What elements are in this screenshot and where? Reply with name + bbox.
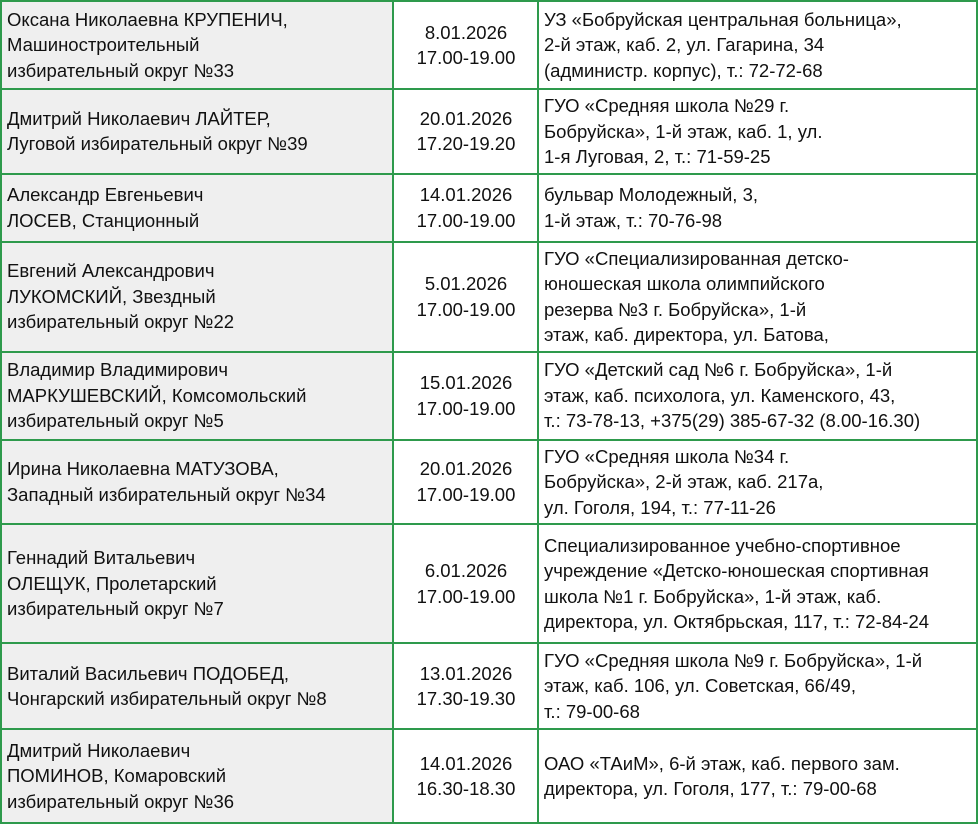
location-line: учреждение «Детско-юношеская спортивная	[544, 560, 929, 581]
location-line: ул. Гоголя, 194, т.: 77-11-26	[544, 496, 776, 518]
location-cell	[538, 174, 977, 242]
deputy-line: Геннадий Витальевич	[7, 547, 196, 569]
deputy-line: Оксана Николаевна КРУПЕНИЧ,	[7, 8, 288, 30]
reception-date: 15.01.2026	[419, 372, 513, 393]
location-line: ОАО «ТАиМ», 6-й этаж, каб. первого зам.	[544, 752, 900, 774]
location-line: юношеская школа олимпийского	[544, 273, 825, 294]
deputy-line: избирательный округ №36	[7, 790, 235, 812]
schedule-cell	[393, 242, 538, 352]
deputy-line: Луговой избирательный округ №39	[7, 133, 308, 155]
location-cell	[538, 729, 977, 823]
deputy-line: ПОМИНОВ, Комаровский	[7, 765, 227, 787]
deputy-line: избирательный округ №7	[7, 598, 224, 620]
deputy-line: Дмитрий Николаевич	[7, 739, 191, 761]
deputy-line: Евгений Александрович	[7, 260, 215, 282]
deputy-line: Машиностроительный	[7, 34, 200, 56]
reception-date: 8.01.2026	[424, 21, 508, 43]
reception-time: 16.30-18.30	[416, 778, 516, 799]
table-row	[1, 643, 977, 729]
schedule-cell	[393, 174, 538, 242]
location-line: этаж, каб. психолога, ул. Каменского, 43,	[544, 384, 896, 406]
location-line: ГУО «Средняя школа №29 г.	[544, 95, 790, 116]
deputy-line: избирательный округ №33	[7, 59, 235, 81]
location-line: УЗ «Бобруйская центральная больница»,	[544, 8, 902, 30]
reception-time: 17.30-19.30	[416, 688, 516, 709]
schedule-cell	[393, 643, 538, 729]
location-line: (администр. корпус), т.: 72-72-68	[544, 59, 823, 81]
location-cell	[538, 440, 977, 525]
location-line: Бобруйска», 2-й этаж, каб. 217а,	[544, 471, 824, 492]
reception-time: 17.00-19.00	[416, 585, 516, 607]
location-cell	[538, 524, 977, 643]
location-cell	[538, 89, 977, 174]
location-line: школа №1 г. Бобруйска», 1-й этаж, каб.	[544, 585, 882, 607]
deputy-cell	[1, 729, 393, 823]
deputy-cell	[1, 174, 393, 242]
location-cell	[538, 643, 977, 729]
location-line: директора, ул. Гоголя, 177, т.: 79-00-68	[544, 778, 877, 799]
location-cell	[538, 352, 977, 440]
location-line: директора, ул. Октябрьская, 117, т.: 72-84-24	[544, 611, 930, 632]
location-line: ГУО «Средняя школа №9 г. Бобруйска», 1-й	[544, 649, 923, 671]
deputy-line: Дмитрий Николаевич ЛАЙТЕР,	[7, 107, 271, 129]
deputy-line: Владимир Владимирович	[7, 359, 229, 381]
location-line: этаж, каб. 106, ул. Советская, 66/49,	[544, 675, 856, 697]
deputy-line: ОЛЕЩУК, Пролетарский	[7, 572, 217, 594]
location-cell	[538, 1, 977, 89]
table-row	[1, 524, 977, 643]
location-line: 2-й этаж, каб. 2, ул. Гагарина, 34	[544, 34, 825, 56]
reception-time: 17.00-19.00	[416, 483, 516, 505]
deputy-line: Западный избирательный округ №34	[7, 483, 326, 505]
reception-time: 17.00-19.00	[416, 209, 516, 231]
location-line: ГУО «Специализированная детско-	[544, 247, 849, 269]
deputy-line: ЛОСЕВ, Станционный	[7, 209, 200, 231]
deputy-cell	[1, 440, 393, 525]
table-row	[1, 729, 977, 823]
deputy-cell	[1, 242, 393, 352]
schedule-cell	[393, 1, 538, 89]
reception-time: 17.00-19.00	[416, 397, 516, 419]
reception-date: 13.01.2026	[419, 662, 513, 684]
deputy-line: Ирина Николаевна МАТУЗОВА,	[7, 458, 279, 480]
reception-time: 17.00-19.00	[416, 298, 516, 320]
deputy-cell	[1, 89, 393, 174]
reception-time: 17.00-19.00	[416, 47, 516, 68]
deputy-cell	[1, 352, 393, 440]
reception-date: 5.01.2026	[424, 273, 508, 294]
schedule-cell	[393, 524, 538, 643]
table-row	[1, 174, 977, 242]
location-line: Бобруйска», 1-й этаж, каб. 1, ул.	[544, 120, 823, 142]
location-line: ГУО «Средняя школа №34 г.	[544, 445, 790, 467]
location-line: резерва №3 г. Бобруйска», 1-й	[544, 298, 807, 320]
location-line: т.: 73-78-13, +375(29) 385-67-32 (8.00-16.30)	[544, 410, 921, 432]
location-line: 1-й этаж, т.: 70-76-98	[544, 209, 723, 231]
table-row	[1, 1, 977, 89]
location-line: бульвар Молодежный, 3,	[544, 184, 758, 205]
schedule-cell	[393, 729, 538, 823]
deputy-line: Виталий Васильевич ПОДОБЕД,	[7, 662, 290, 684]
location-line: ГУО «Детский сад №6 г. Бобруйска», 1-й	[544, 359, 893, 381]
table-row	[1, 242, 977, 352]
deputy-line: Александр Евгеньевич	[7, 184, 204, 205]
deputy-line: ЛУКОМСКИЙ, Звездный	[7, 285, 216, 307]
reception-date: 14.01.2026	[419, 752, 513, 774]
deputy-line: избирательный округ №5	[7, 410, 224, 432]
deputy-cell	[1, 1, 393, 89]
table-row	[1, 89, 977, 174]
table-row	[1, 352, 977, 440]
location-cell	[538, 242, 977, 352]
deputy-cell	[1, 643, 393, 729]
location-line: этаж, каб. директора, ул. Батова,	[544, 324, 829, 345]
deputy-line: избирательный округ №22	[7, 311, 235, 333]
reception-date: 20.01.2026	[419, 458, 513, 480]
table-row	[1, 440, 977, 525]
schedule-cell	[393, 440, 538, 525]
reception-date: 14.01.2026	[419, 184, 513, 205]
deputy-cell	[1, 524, 393, 643]
deputy-line: МАРКУШЕВСКИЙ, Комсомольский	[7, 384, 307, 406]
deputy-line: Чонгарский избирательный округ №8	[7, 688, 327, 709]
schedule-cell	[393, 352, 538, 440]
reception-time: 17.20-19.20	[416, 133, 516, 155]
location-line: т.: 79-00-68	[544, 700, 640, 722]
reception-date: 20.01.2026	[419, 107, 513, 129]
location-line: 1-я Луговая, 2, т.: 71-59-25	[544, 146, 771, 167]
reception-date: 6.01.2026	[424, 560, 508, 581]
schedule-cell	[393, 89, 538, 174]
location-line: Специализированное учебно-спортивное	[544, 534, 901, 556]
